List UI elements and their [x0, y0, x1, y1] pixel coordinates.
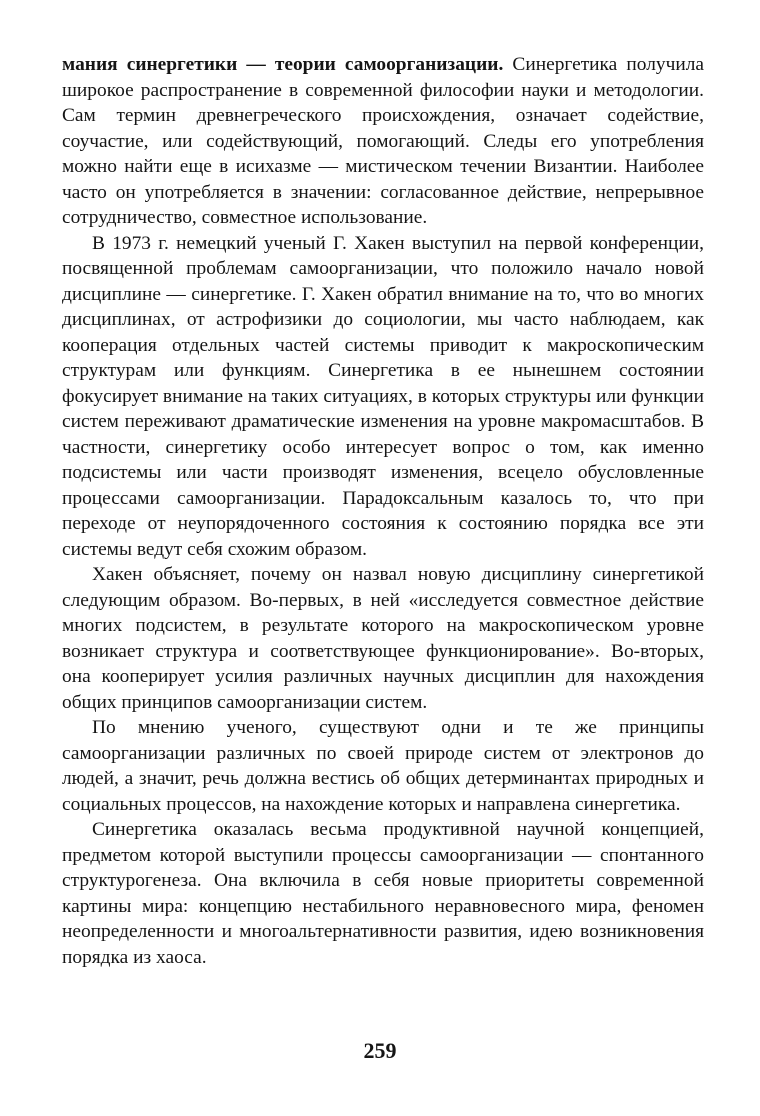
paragraph-1-text: Синергетика получила широкое распространение в современной философии науки и методологии. Сам термин древнегреческого происхождения, означает содействие, соучастие, или содействующий, помогающий. Следы его употребления можно найти еще в исихазме — мистическом течении Византии. Наиболее часто он употребляется в значении: согласованное действие, непрерывное сотрудничество, совместное использование.	[62, 54, 704, 228]
page-number: 259	[363, 1038, 397, 1063]
paragraph-4: По мнению ученого, существуют одни и те же принципы самоорганизации различных по своей природе систем от электронов до людей, а значит, речь должна вестись об общих детерминантах природных и социальных процессов, на нахождение которых и направлена синергетика.	[62, 717, 704, 815]
paragraph-5: Синергетика оказалась весьма продуктивной научной концепцией, предметом которой выступили процессы самоорганизации — спонтанного структурогенеза. Она включила в себя новые приоритеты современной картины мира: концепцию нестабильного неравновесного мира, феномен неопределенности и многоальтернативности развития, идею возникновения порядка из хаоса.	[62, 819, 704, 968]
bold-lead-text: мания синергетики — теории самоорганизации.	[62, 54, 504, 75]
paragraph-3: Хакен объясняет, почему он назвал новую дисциплину синергетикой следующим образом. Во-первых, в ней «исследуется совместное действие многих подсистем, в результате которого на макроскопическом уровне возникает структура и соответствующее функционирование». Во-вторых, она кооперирует усилия различных научных дисциплин для нахождения общих принципов самоорганизации систем.	[62, 564, 704, 713]
paragraph-2: В 1973 г. немецкий ученый Г. Хакен выступил на первой конференции, посвященной проблемам самоорганизации, что положило начало новой дисциплине — синергетике. Г. Хакен обратил внимание на то, что во многих дисциплинах, от астрофизики до социологии, мы часто наблюдаем, как кооперация отдельных частей системы приводит к макроскопическим структурам или функциям. Синергетика в ее нынешнем состоянии фокусирует внимание на таких ситуациях, в которых структуры или функции систем переживают драматические изменения на уровне макромасштабов. В частности, синергетику особо интересует вопрос о том, как именно подсистемы или части производят изменения, всецело обусловленные процессами самоорганизации. Парадоксальным казалось то, что при переходе от неупорядоченного состояния к состоянию порядка все эти системы ведут себя схожим образом.	[62, 232, 704, 560]
paragraph-1	[62, 52, 704, 231]
page-body	[62, 52, 704, 970]
